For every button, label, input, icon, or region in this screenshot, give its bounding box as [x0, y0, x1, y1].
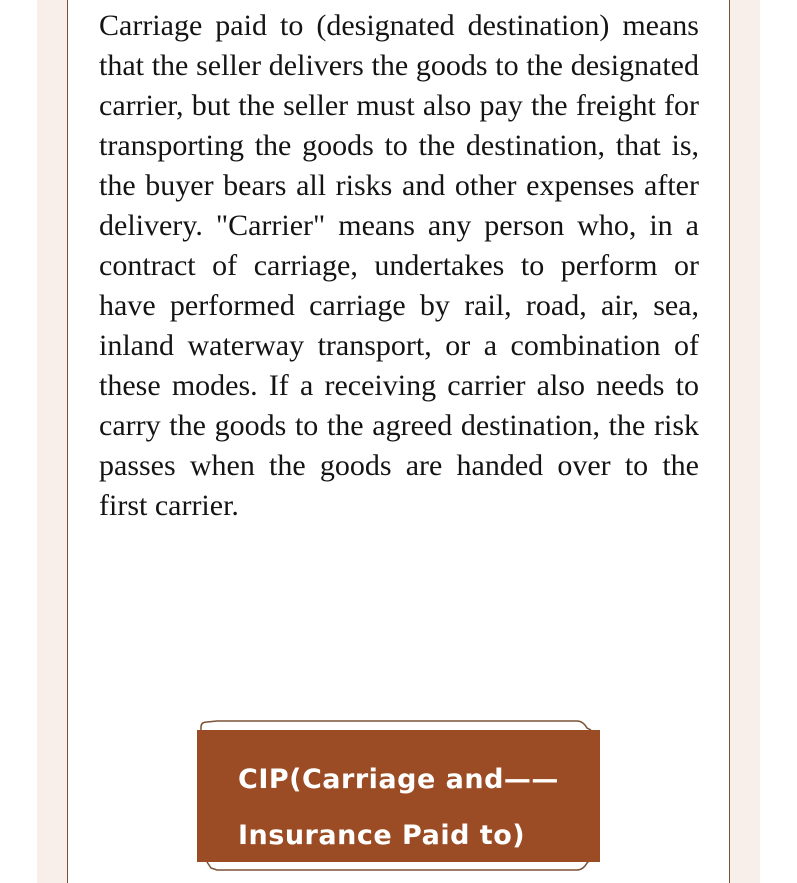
article-paragraph: Carriage paid to (designated destination) means that the seller delivers the goods to the designated carrier, but the seller must also pay the freight for transporting the goods to the destination, that is, the buyer bears all risks and other expenses after delivery. "Carrier" means any person who, in a contract of carriage, undertakes to perform or have performed carriage by rail, road, air, sea, inland waterway transport, or a combination of these modes. If a receiving carrier also needs to carry the goods to the agreed destination, the risk passes when the goods are handed over to the first carrier.: [99, 9, 699, 522]
section-heading-box: [197, 730, 600, 862]
section-heading-banner: [197, 718, 600, 872]
left-decorative-band: [37, 0, 67, 883]
section-heading-title: CIP(Carriage and—— Insurance Paid to): [238, 764, 559, 851]
right-decorative-band: [730, 0, 760, 883]
